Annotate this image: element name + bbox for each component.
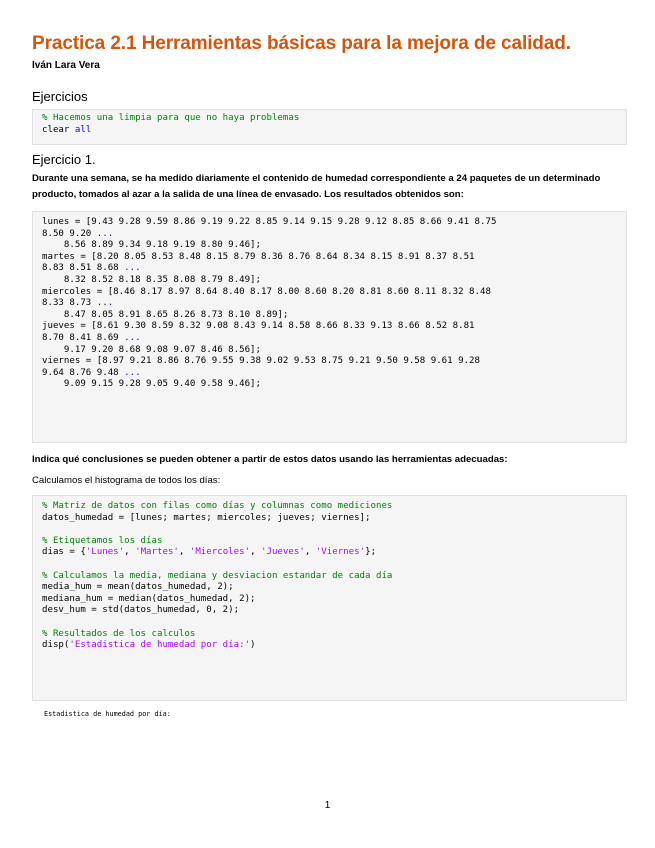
code-text: 8.70 8.41 8.69 bbox=[42, 332, 125, 343]
code-text: media_hum = mean(datos_humedad, 2); bbox=[42, 582, 234, 593]
code-line bbox=[42, 629, 618, 641]
code-keyword: ... bbox=[124, 332, 141, 343]
code-string: 'Lunes' bbox=[85, 547, 125, 558]
code-text: lunes = [9.43 9.28 9.59 8.86 9.19 9.22 8.85 9.14 9.15 9.28 9.12 8.85 8.66 9.41 8.75 bbox=[42, 217, 497, 227]
code-line bbox=[42, 263, 618, 275]
code-line bbox=[42, 252, 618, 264]
code-line bbox=[42, 321, 618, 333]
code-text: jueves = [8.61 9.30 8.59 8.32 9.08 8.43 9.14 8.58 8.66 8.33 9.13 8.66 8.52 8.81 bbox=[42, 321, 475, 332]
code-line bbox=[42, 333, 618, 345]
code-keyword: ... bbox=[96, 228, 114, 239]
code-text: 9.17 9.20 8.68 9.08 9.07 8.46 8.56]; bbox=[42, 344, 261, 355]
code-output: Estadistica de humedad por día: bbox=[44, 710, 171, 718]
code-comment: % Calculamos la media, mediana y desviacion estandar de cada día bbox=[42, 570, 393, 581]
code-keyword: ... bbox=[96, 298, 114, 309]
code-line bbox=[42, 513, 618, 525]
code-comment: % Hacemos una limpia para que no haya problemas bbox=[42, 113, 300, 123]
page-number: 1 bbox=[324, 800, 331, 811]
code-text: 8.32 8.52 8.18 8.35 8.08 8.79 8.49]; bbox=[42, 274, 261, 285]
code-line bbox=[42, 559, 618, 571]
code-line bbox=[42, 379, 618, 391]
code-block-stats bbox=[32, 495, 627, 701]
code-line bbox=[42, 571, 618, 583]
code-text: desv_hum = std(datos_humedad, 0, 2); bbox=[42, 605, 240, 616]
code-text: 9.64 8.76 9.48 bbox=[42, 367, 125, 378]
code-line bbox=[42, 501, 618, 513]
code-text: martes = [8.20 8.05 8.53 8.48 8.15 8.79 8.36 8.76 8.64 8.34 8.15 8.91 8.37 8.51 bbox=[42, 251, 475, 262]
code-line bbox=[42, 536, 618, 548]
code-text: ) bbox=[250, 640, 256, 651]
code-line bbox=[42, 275, 618, 287]
code-keyword: all bbox=[74, 124, 92, 135]
code-line bbox=[42, 356, 618, 368]
code-text: dias = { bbox=[42, 547, 86, 558]
ejercicio1-heading: Ejercicio 1. bbox=[32, 152, 96, 167]
code-text: 8.50 9.20 bbox=[42, 228, 97, 239]
code-block-data bbox=[32, 211, 627, 443]
code-keyword: ... bbox=[124, 263, 141, 274]
code-text: viernes = [8.97 9.21 8.86 8.76 9.55 9.38 9.02 9.53 8.75 9.21 9.50 9.58 9.61 9.28 bbox=[42, 356, 480, 367]
code-line bbox=[42, 217, 618, 229]
code-comment: % Resultados de los calculos bbox=[42, 628, 196, 639]
code-line bbox=[42, 287, 618, 299]
code-text: miercoles = [8.46 8.17 8.97 8.64 8.40 8.17 8.00 8.60 8.20 8.81 8.60 8.11 8.32 8.48 bbox=[42, 286, 491, 297]
question-text: Indica qué conclusiones se pueden obtener a partir de estos datos usando las herramientas adecuadas: bbox=[32, 454, 508, 465]
document-title: Practica 2.1 Herramientas básicas para la mejora de calidad. bbox=[32, 33, 571, 54]
code-text: 8.47 8.05 8.91 8.65 8.26 8.73 8.10 8.89]; bbox=[42, 309, 289, 320]
code-line bbox=[42, 605, 618, 617]
code-line bbox=[42, 617, 618, 629]
code-comment: % Matriz de datos con filas como días y columnas como mediciones bbox=[42, 501, 393, 511]
code-string: 'Martes' bbox=[135, 547, 179, 558]
code-line bbox=[42, 547, 618, 559]
code-text: 9.09 9.15 9.28 9.05 9.40 9.58 9.46]; bbox=[42, 379, 261, 390]
code-line bbox=[42, 310, 618, 322]
ejercicio1-description: Durante una semana, se ha medido diariamente el contenido de humedad correspondiente a 24 paquetes de un determinado producto, tomados al azar a la salida de una línea de envasado. Los resultados obtenidos son: bbox=[32, 173, 601, 200]
code-text: , bbox=[250, 547, 262, 558]
code-text: , bbox=[124, 547, 136, 558]
code-text: , bbox=[304, 547, 316, 558]
code-line bbox=[42, 345, 618, 357]
code-text: datos_humedad = [lunes; martes; miercoles; jueves; viernes]; bbox=[42, 512, 371, 523]
code-text: 8.83 8.51 8.68 bbox=[42, 263, 125, 274]
ejercicios-heading: Ejercicios bbox=[32, 89, 88, 104]
code-text: clear bbox=[42, 124, 75, 135]
code-string: 'Jueves' bbox=[261, 547, 305, 558]
code-line bbox=[42, 582, 618, 594]
code-comment: % Etiquetamos los días bbox=[42, 535, 163, 546]
code-line bbox=[42, 113, 618, 125]
code-block-clear bbox=[32, 109, 627, 145]
document-page bbox=[32, 32, 627, 719]
code-string: 'Estadistica de humedad por día:' bbox=[69, 640, 251, 651]
code-text: 8.56 8.89 9.34 9.18 9.19 8.80 9.46]; bbox=[42, 240, 261, 251]
code-keyword: ... bbox=[124, 367, 141, 378]
code-text: disp( bbox=[42, 640, 70, 651]
code-line bbox=[42, 125, 618, 137]
code-line bbox=[42, 524, 618, 536]
code-line bbox=[42, 368, 618, 380]
code-text: , bbox=[178, 547, 190, 558]
code-text: mediana_hum = median(datos_humedad, 2); bbox=[42, 593, 256, 604]
code-line bbox=[42, 594, 618, 606]
histogram-intro: Calculamos el histograma de todos los días: bbox=[32, 475, 221, 486]
code-text: 8.33 8.73 bbox=[42, 298, 97, 309]
code-line bbox=[42, 240, 618, 252]
code-text: }; bbox=[365, 547, 377, 558]
code-line bbox=[42, 229, 618, 241]
author-name: Iván Lara Vera bbox=[32, 60, 100, 71]
code-line bbox=[42, 298, 618, 310]
code-string: 'Viernes' bbox=[315, 547, 366, 558]
code-string: 'Miercoles' bbox=[189, 547, 251, 558]
code-line bbox=[42, 640, 618, 652]
